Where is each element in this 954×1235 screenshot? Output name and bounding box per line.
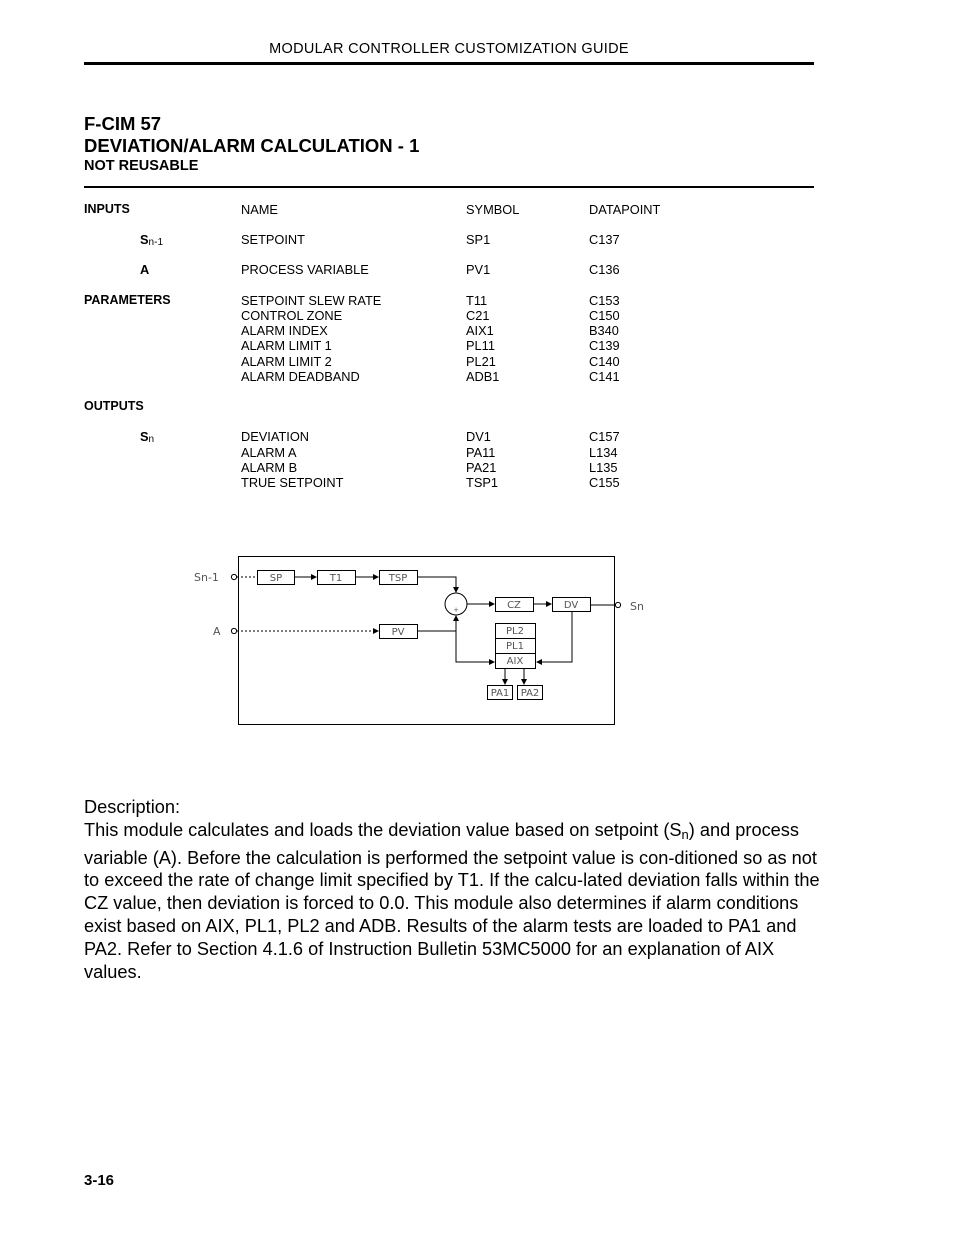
block-label-pa2: PA2	[520, 688, 540, 699]
block-label-pl1: PL1	[506, 641, 524, 652]
parameter-name: SETPOINT SLEW RATE	[241, 293, 382, 308]
module-title: DEVIATION/ALARM CALCULATION - 1	[84, 135, 420, 156]
parameter-datapoint: C141	[589, 369, 620, 384]
reusability-note: NOT REUSABLE	[84, 158, 199, 174]
parameter-datapoint: B340	[589, 323, 619, 338]
symbol-header: SYMBOL	[466, 202, 520, 217]
parameter-symbol: ADB1	[466, 369, 500, 384]
connector-line	[418, 577, 456, 592]
parameter-symbol: PL11	[466, 338, 495, 353]
parameter-name: ALARM LIMIT 1	[241, 338, 332, 353]
output-datapoint: L135	[589, 460, 618, 475]
connector-line	[456, 631, 494, 662]
block-label-t1: T1	[329, 573, 343, 584]
input-name: SETPOINT	[241, 232, 305, 247]
output-label-sn: Sn	[630, 600, 644, 613]
input-name: PROCESS VARIABLE	[241, 262, 369, 277]
block-label-pv: PV	[391, 627, 405, 638]
parameter-name: ALARM DEADBAND	[241, 369, 360, 384]
connector-line	[418, 616, 456, 631]
input-label-a: A	[213, 625, 221, 638]
input-symbol-sn1: $S_{n-1}$	[140, 232, 163, 248]
inputs-label: INPUTS	[84, 202, 130, 216]
connector-line	[537, 612, 572, 662]
block-label-pa1: PA1	[490, 688, 510, 699]
parameter-datapoint: C139	[589, 338, 620, 353]
input-datapoint: C137	[589, 232, 620, 247]
output-datapoint: C157	[589, 429, 620, 444]
running-header: MODULAR CONTROLLER CUSTOMIZATION GUIDE	[269, 41, 629, 57]
description	[84, 796, 824, 983]
parameter-datapoint: C153	[589, 293, 620, 308]
block-label-tsp: TSP	[388, 573, 408, 584]
terminal-a	[231, 628, 236, 633]
block-label-pl2: PL2	[506, 626, 524, 637]
page-number: 3-16	[84, 1172, 115, 1189]
parameter-datapoint: C140	[589, 354, 620, 369]
input-label-sn1: Sn-1	[194, 571, 219, 584]
input-symbol: SP1	[466, 232, 491, 247]
output-name: ALARM A	[241, 445, 297, 460]
output-symbol-sn: $S_n$	[140, 429, 155, 445]
parameter-name: ALARM LIMIT 2	[241, 354, 332, 369]
terminal-sn	[615, 602, 620, 607]
outputs-label: OUTPUTS	[84, 399, 144, 413]
output-symbol: PA11	[466, 445, 496, 460]
output-name: DEVIATION	[241, 429, 310, 444]
block-label-dv: DV	[563, 600, 579, 611]
module-id: F-CIM 57	[84, 113, 162, 134]
input-symbol-a: A	[140, 262, 150, 277]
input-symbol: PV1	[466, 262, 491, 277]
summer-sign: +	[453, 606, 459, 614]
parameters-label: PARAMETERS	[84, 293, 171, 307]
description-label: Description:	[84, 797, 181, 817]
output-datapoint: C155	[589, 475, 620, 490]
parameter-symbol: T11	[466, 293, 488, 308]
datapoint-header: DATAPOINT	[589, 202, 661, 217]
parameter-symbol: C21	[466, 308, 490, 323]
parameter-symbol: AIX1	[466, 323, 494, 338]
parameter-datapoint: C150	[589, 308, 620, 323]
input-datapoint: C136	[589, 262, 620, 277]
output-symbol: PA21	[466, 460, 497, 475]
parameter-name: ALARM INDEX	[241, 323, 328, 338]
block-label-sp: SP	[269, 573, 283, 584]
output-datapoint: L134	[589, 445, 618, 460]
description-text: This module calculates and loads the deviation value based on setpoint $(S_n)$ and process variable (A). Before the calculation is performed the setpoint value is con-ditioned so as not to exceed the rate of change limit specified by T1. If the calcu-lated deviation falls within the CZ value, then deviation is forced to 0.0. This module also determines if alarm conditions exist based on AIX, PL1, PL2 and ADB. Results of the alarm tests are loaded to PA1 and PA2. Refer to Section 4.1.6 of Instruction Bulletin 53MC5000 for an explanation of AIX values.	[84, 819, 820, 982]
block-label-cz: CZ	[507, 600, 521, 611]
terminal-sn1	[231, 574, 236, 579]
output-symbol: DV1	[466, 429, 491, 444]
output-symbol: TSP1	[466, 475, 499, 490]
name-header: NAME	[241, 202, 278, 217]
output-name: TRUE SETPOINT	[241, 475, 344, 490]
parameter-symbol: PL21	[466, 354, 496, 369]
parameter-name: CONTROL ZONE	[241, 308, 343, 323]
output-name: ALARM B	[241, 460, 298, 475]
block-label-aix: AIX	[506, 656, 524, 667]
